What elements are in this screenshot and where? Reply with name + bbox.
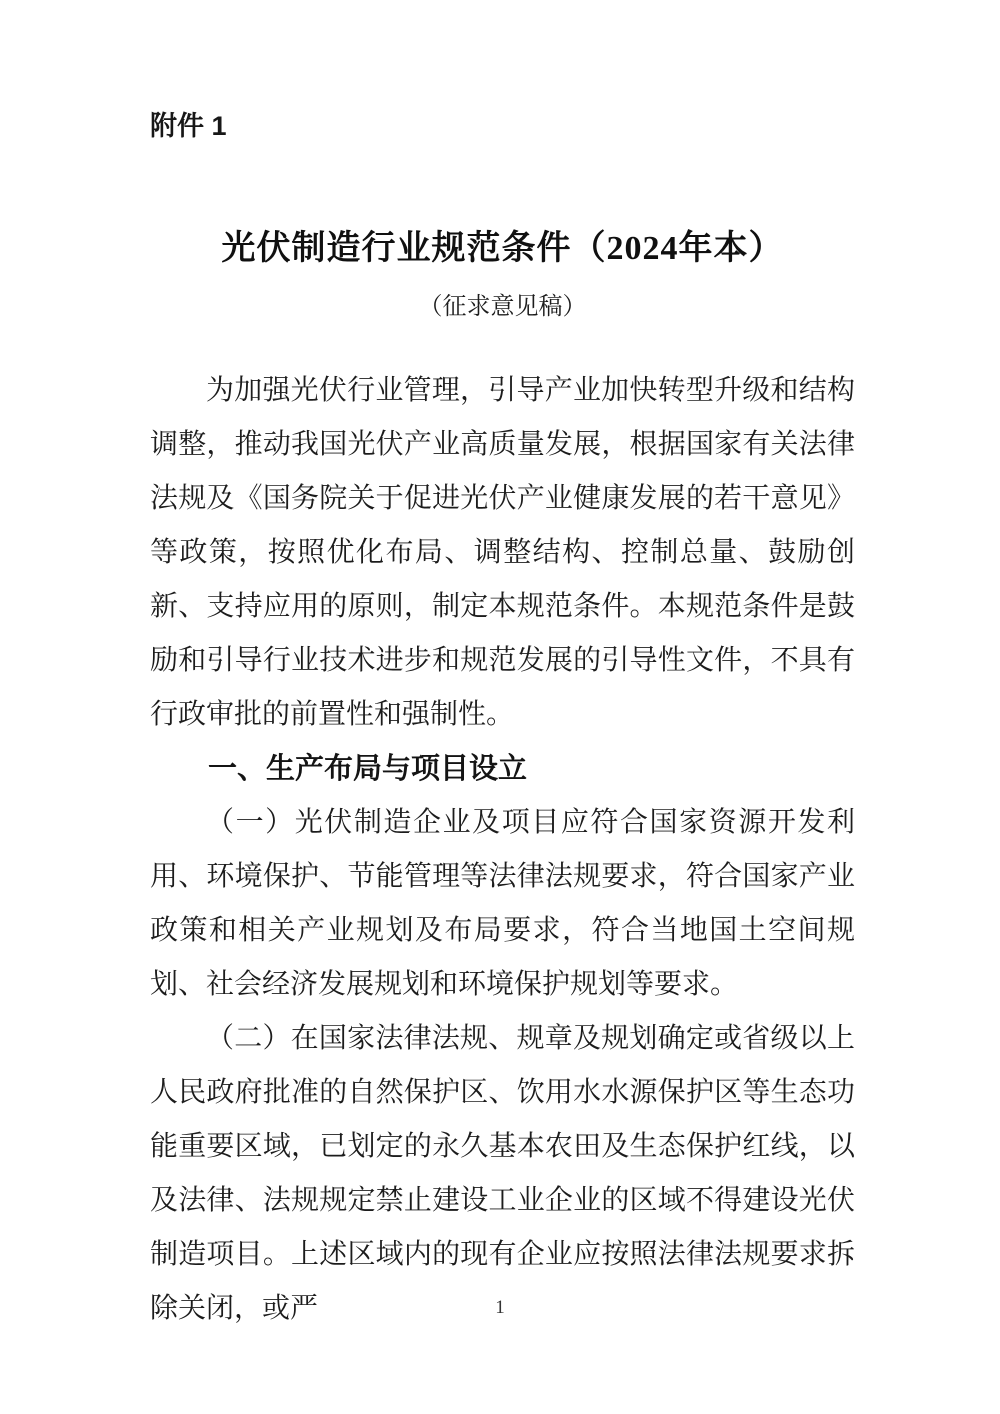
document-body [150,364,855,1336]
section-heading-production-layout: 一、生产布局与项目设立 [208,753,528,785]
document-content [0,110,1000,1336]
document-title: 光伏制造行业规范条件（2024年本） [221,230,784,267]
paragraph-item-1: （一）光伏制造企业及项目应符合国家资源开发利用、环境保护、节能管理等法律法规要求，符合国家产业政策和相关产业规划及布局要求，符合当地国土空间规划、社会经济发展规划和环境保护规划等要求。 [150,807,855,1000]
paragraph-item-2: （二）在国家法律法规、规章及规划确定或省级以上人民政府批准的自然保护区、饮用水水源保护区等生态功能重要区域，已划定的永久基本农田及生态保护红线，以及法律、法规规定禁止建设工业企业的区域不得建设光伏制造项目。上述区域内的现有企业应按照法律法规要求拆除关闭，或严 [150,1023,855,1324]
page-number: 1 [495,1297,505,1318]
document-subtitle: （征求意见稿） [418,294,587,320]
paragraph-intro: 为加强光伏行业管理，引导产业加快转型升级和结构调整，推动我国光伏产业高质量发展，根据国家有关法律法规及《国务院关于促进光伏产业健康发展的若干意见》等政策，按照优化布局、调整结构、控制总量、鼓励创新、支持应用的原则，制定本规范条件。本规范条件是鼓励和引导行业技术进步和规范发展的引导性文件，不具有行政审批的前置性和强制性。 [150,375,855,730]
attachment-label: 附件 1 [150,111,227,141]
